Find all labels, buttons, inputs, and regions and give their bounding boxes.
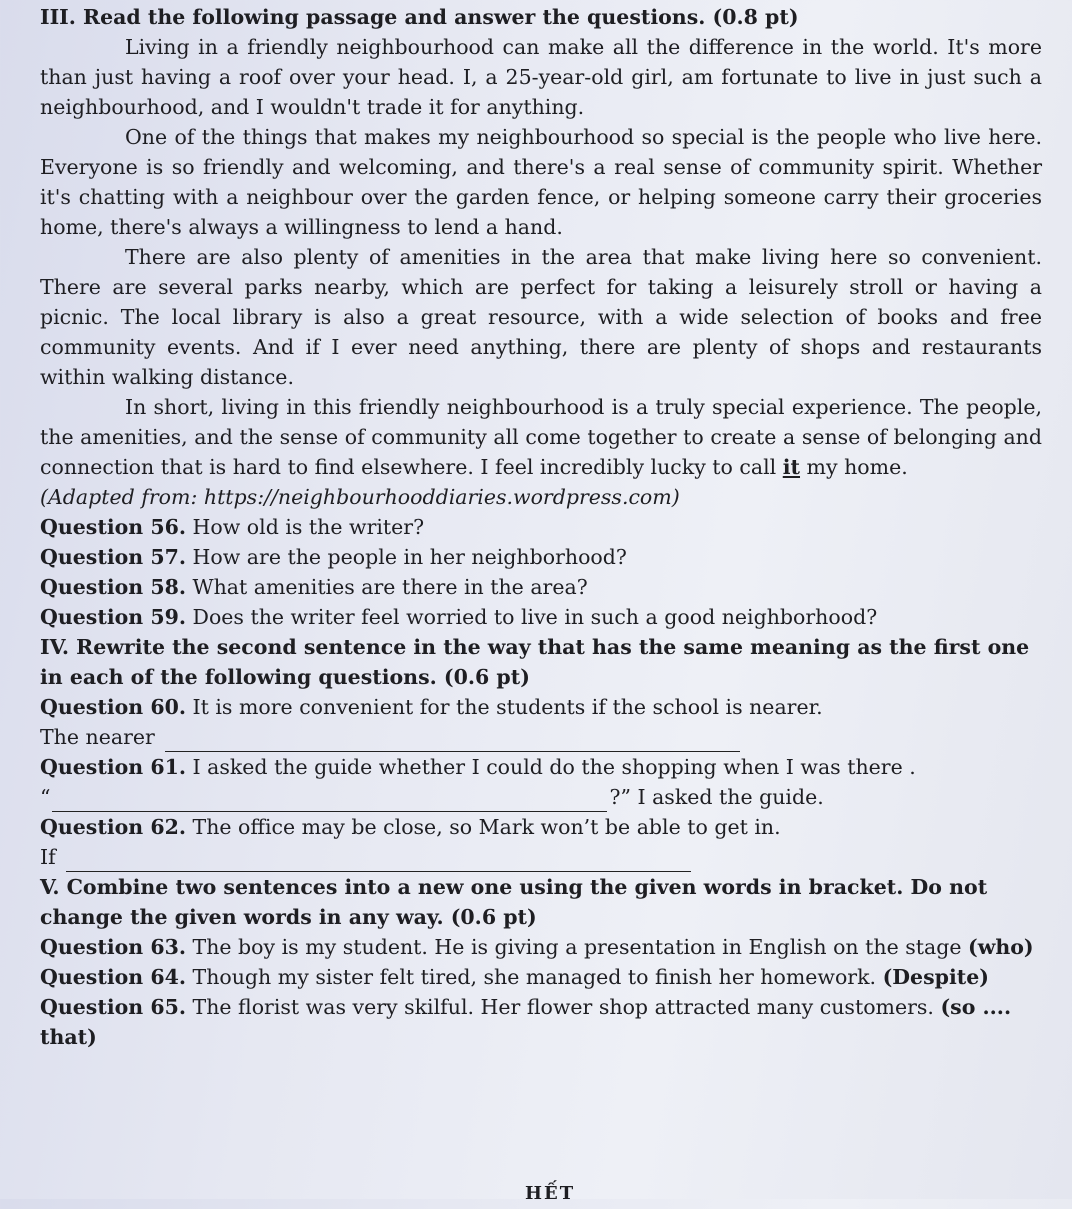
- question-63: [40, 932, 1042, 962]
- question-58: [40, 572, 1042, 602]
- question-59: [40, 602, 1042, 632]
- question-text: The florist was very skilful. Her flower shop attracted many customers.: [192, 995, 934, 1019]
- question-label: Question 63.: [40, 935, 186, 959]
- answer-blank[interactable]: [66, 849, 691, 872]
- rewrite-prompt: The nearer: [40, 725, 155, 749]
- question-label: Question 56.: [40, 515, 186, 539]
- question-text: How old is the writer?: [192, 515, 425, 539]
- rewrite-prompt-end: ?” I asked the guide.: [609, 785, 824, 809]
- question-label: Question 64.: [40, 965, 186, 989]
- source-citation: (Adapted from: https://neighbourhooddiaries.wordpress.com): [40, 485, 680, 509]
- question-text: What amenities are there in the area?: [192, 575, 588, 599]
- passage-paragraph-2: One of the things that makes my neighbourhood so special is the people who live here. Everyone is so friendly and welcoming, and there's a real sense of community spirit. Whether it's chatting with a neighbour over the garden fence, or helping someone carry their groceries home, there's always a willingness to lend a hand.: [40, 125, 1042, 239]
- question-label: Question 57.: [40, 545, 186, 569]
- question-label: Question 58.: [40, 575, 186, 599]
- question-label: Question 65.: [40, 995, 186, 1019]
- open-quote: “: [40, 785, 51, 809]
- paragraph-4-end: my home.: [806, 455, 908, 479]
- question-label: Question 59.: [40, 605, 186, 629]
- section-4-heading: IV. Rewrite the second sentence in the way that has the same meaning as the first one in each of the following questions. (0.6 pt): [40, 635, 1030, 689]
- section-5-heading: V. Combine two sentences into a new one using the given words in bracket. Do not change the given words in any way. (0.6 pt): [40, 875, 988, 929]
- end-marker: HẾT: [525, 1183, 576, 1204]
- question-text: The boy is my student. He is giving a presentation in English on the stage: [192, 935, 962, 959]
- passage-paragraph-1: Living in a friendly neighbourhood can make all the difference in the world. It's more than just having a roof over your head. I, a 25-year-old girl, am fortunate to live in just such a neighbourhood, and I wouldn't trade it for anything.: [40, 35, 1042, 119]
- question-62-answer-line: [40, 842, 1042, 872]
- answer-blank[interactable]: [52, 789, 607, 812]
- question-56: [40, 512, 1042, 542]
- question-text: I asked the guide whether I could do the shopping when I was there .: [192, 755, 916, 779]
- question-text: How are the people in her neighborhood?: [192, 545, 627, 569]
- question-label: Question 61.: [40, 755, 186, 779]
- question-61-answer-line: [40, 782, 1042, 812]
- question-label: Question 60.: [40, 695, 186, 719]
- underlined-word: it: [782, 455, 801, 479]
- bracket-word: (so ....: [940, 995, 1012, 1019]
- question-text: It is more convenient for the students if the school is nearer.: [192, 695, 823, 719]
- question-text: The office may be close, so Mark won’t be able to get in.: [192, 815, 781, 839]
- question-65: [40, 992, 1042, 1052]
- question-61: [40, 752, 1042, 782]
- passage-paragraph-3: There are also plenty of amenities in the area that make living here so convenient. There are several parks nearby, which are perfect for taking a leisurely stroll or having a picnic. The local library is also a great resource, with a wide selection of books and free community events. And if I ever need anything, there are plenty of shops and restaurants within walking distance.: [40, 245, 1042, 389]
- paragraph-4-text: In short, living in this friendly neighbourhood is a truly special experience. The people, the amenities, and the sense of community all come together to create a sense of belonging and connection that is hard to find elsewhere. I feel incredibly lucky to call: [40, 395, 1042, 479]
- question-60-answer-line: [40, 722, 1042, 752]
- bracket-word: (Despite): [882, 965, 989, 989]
- question-text: Though my sister felt tired, she managed to finish her homework.: [192, 965, 877, 989]
- answer-blank[interactable]: [165, 729, 740, 752]
- question-64: [40, 962, 1042, 992]
- bracket-word-end: that): [40, 1025, 97, 1049]
- question-60: [40, 692, 1042, 722]
- passage-paragraph-4: [40, 392, 1042, 482]
- question-62: [40, 812, 1042, 842]
- bracket-word: (who): [968, 935, 1034, 959]
- section-3-heading: III. Read the following passage and answer the questions. (0.8 pt): [40, 5, 799, 29]
- question-label: Question 62.: [40, 815, 186, 839]
- rewrite-prompt: If: [40, 845, 56, 869]
- question-57: [40, 542, 1042, 572]
- question-text: Does the writer feel worried to live in such a good neighborhood?: [192, 605, 878, 629]
